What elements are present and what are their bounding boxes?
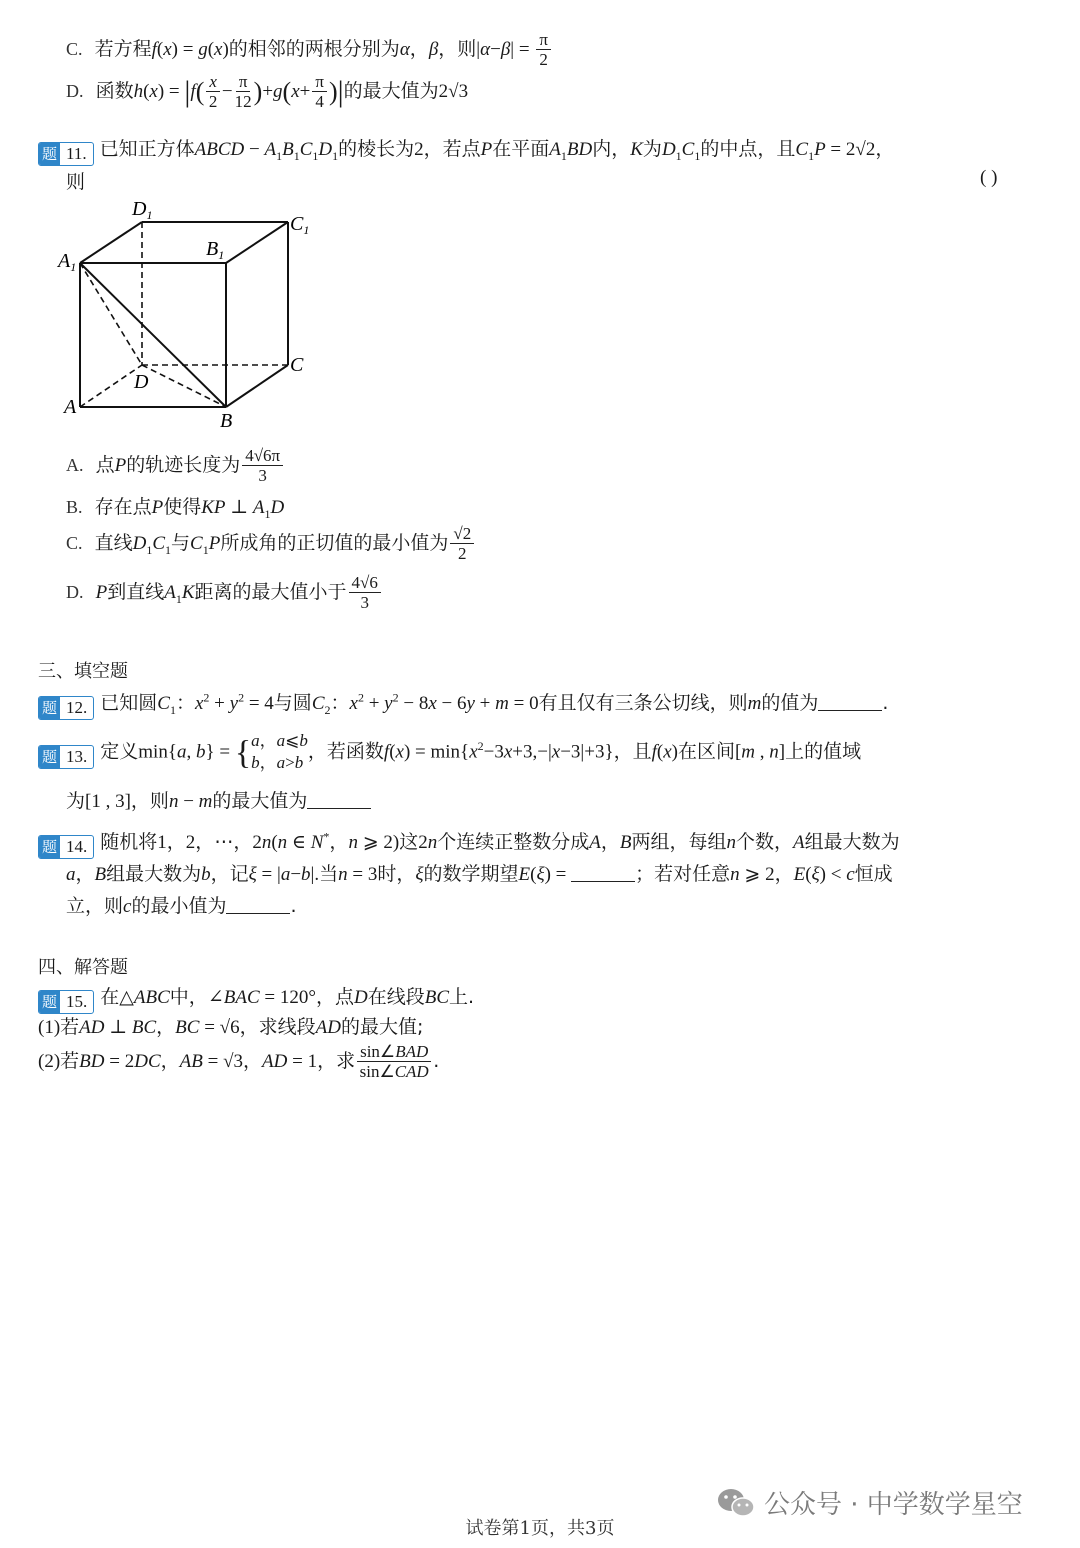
question-tag: 题 11. (38, 142, 94, 166)
vertex-b1-label: $B_1$ (206, 238, 225, 262)
section-4-heading: 四、解答题 (38, 957, 128, 978)
q13-cont: 为[1 , 3]，则n − m的最大值为 (66, 786, 371, 813)
q11-option-c: C. 直线$D_1C_1$与$C_1P$所成角的正切值的最小值为 $\frac{√2}{2}$ (66, 524, 476, 563)
q15-part2: (2)若BD = 2DC，AB = √3，AD = 1，求 $\frac{\text{sin∠BAD}}{\text{sin∠CAD}}$ . (38, 1042, 440, 1081)
section-3-heading: 三、填空题 (38, 661, 128, 682)
question-tag: 题 13. (38, 745, 94, 769)
page-footer: 试卷第1页，共3页 (465, 1518, 615, 1539)
vertex-d1-label: $D_1$ (132, 198, 153, 222)
cube-figure (50, 195, 330, 435)
q14: 题 14. 随机将1，2，⋯，2n(n ∈ N*，n ⩾ 2)这2n个连续正整数分成A，B两组，每组n个数，A组最大数为 (38, 827, 900, 859)
q11-option-b: B. 存在点P使得KP ⊥ $A_1D$ (66, 496, 285, 521)
q10-option-c: C. 若方程f(x) = g(x)的相邻的两根分别为α，β，则|α−β| = $\frac{\pi}{2}$ (66, 30, 553, 69)
vertex-a-label: A (64, 396, 77, 418)
q15-stem: 题 15. 在△ABC中，∠BAC = 120°，点D在线段BC上. (38, 982, 474, 1014)
q11-option-a: A. 点P的轨迹长度为 $\frac{4√6\pi}{3}$ (66, 446, 285, 485)
vertex-c1-label: $C_1$ (290, 213, 310, 237)
question-tag: 题 12. (38, 696, 94, 720)
vertex-c-label: C (290, 354, 304, 376)
q12: 题 12. 已知圆$C_1$：$x^2 + y^2 = 4$与圆$C_2$：$x^2 + y^2 - 8x - 6y + m = 0$有且仅有三条公切线，则m的值为 . (38, 688, 888, 720)
q11-stem: 题 11. 已知正方体ABCD − $A_1B_1C_1D_1$的棱长为2，若点P在平面$A_1BD$内，K为$D_1C_1$的中点，且$C_1P = 2√2$， (38, 134, 894, 166)
q14-line3: 立，则c的最小值为 . (66, 895, 297, 917)
vertex-a1-label: $A_1$ (58, 250, 77, 274)
q14-line2: a，B组最大数为b，记ξ = |a−b|.当n = 3时，ξ的数学期望E(ξ) = ；若对任意n ⩾ 2，E(ξ) < c恒成 (66, 863, 893, 885)
question-tag: 题 14. (38, 835, 94, 859)
q10-option-d: D. 函数h(x) = |f( $\frac{x}{2}$ − $\frac{\pi}{12}$ )+g(x+ $\frac{\pi}{4}$ )|的最大值为2√3 (66, 72, 469, 111)
q13: 题 13. 定义min{a, b} = { a，a⩽b b，a>b ，若函数$f(x) = \min\{x^2-3x+3,-|x-3|+3\}$，且f(x)在区间[m , n]上的值域 (38, 730, 861, 774)
q15-part1: (1)若AD ⊥ BC，BC = √6，求线段AD的最大值; (38, 1016, 424, 1038)
answer-paren: ( ) (980, 167, 998, 188)
watermark-text: 公众号 · 中学数学星空 (764, 1490, 1023, 1520)
vertex-b-label: B (220, 410, 233, 432)
q11-option-d: D. P到直线$A_1K$距离的最大值小于 $\frac{4√6}{3}$ (66, 573, 383, 612)
vertex-d-label: D (134, 371, 149, 393)
question-tag: 题 15. (38, 990, 94, 1014)
q11-stem-cont: 则 (66, 171, 86, 193)
